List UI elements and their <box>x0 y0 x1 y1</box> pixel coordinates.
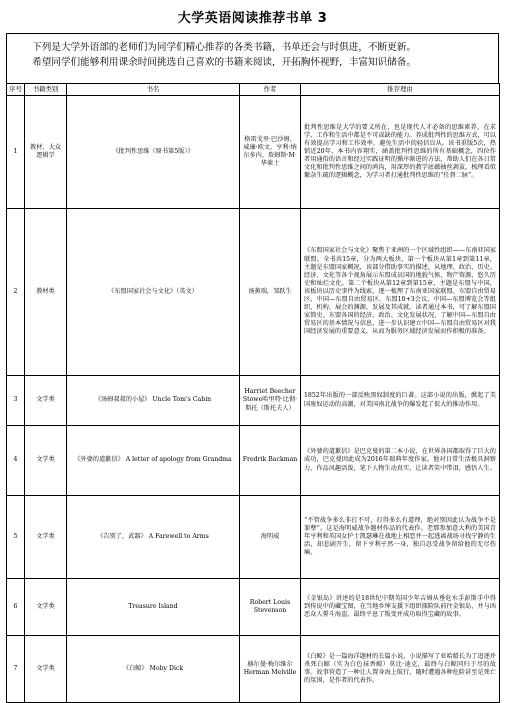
row-category: 文学类 <box>25 426 67 496</box>
row-author: Robert Louis Stevenson <box>240 579 301 636</box>
row-no: 2 <box>7 209 25 376</box>
table-row <box>7 209 500 376</box>
row-reason: 《东盟国家社会与文化》聚焦于亚洲的一个区域性组织——东南亚国家联盟。全书共15章，分为两大板块，第一个板块从第1章到第11章，主题是东盟国家概况，该部分借助事实的描述，从地理、政治、历史、经济、文化等各个视角展示东盟成员国的地貌气候，物产资源，悠久历史和灿烂文化。第二个板块从第12章到第15章，主题是东盟与中国，该板块以历史事件为线索，逐一梳理了东南亚国家联盟、东盟自由贸易区、中国—东盟自由贸易区、东盟10+3会议、中国—东盟博览会等组织、机构、展会的渊源、发展及其成就。读者通过本书，可了解东盟国家简史、东盟各国的经济、政治、文化发展状况，了解中国—东盟自由贸易区的基本情况与信息，进一步认识建立中国—东盟自由贸易区对我国经济发展的重要意义，从而为服务区域经济发展而作积极的准备。 <box>301 209 500 376</box>
intro-box <box>6 33 499 83</box>
row-reason: 1852年出版的一部反映黑奴制度的巨著。这部小说的出版，掀起了美国废奴运动的高潮，对美国南北战争的爆发起了很大的推动作用。 <box>301 376 500 426</box>
table-row <box>7 579 500 636</box>
row-author: Harriet Beecher Stowe哈里特·比彻·斯托（斯托夫人） <box>240 376 301 426</box>
table-row <box>7 426 500 496</box>
row-reason: 《金银岛》讲述的是18世纪中期英国少年吉姆从垂危水手彭斯手中得到传说中的藏宝图，在当地乡绅支援下组织探险队前往金银岛，并与凶恶众人誓斗海盗，最终平息了叛变并成功取得宝藏的故事。 <box>301 579 500 636</box>
row-title: 《汤姆叔叔的小屋》 Uncle Tom's Cabin <box>67 376 240 426</box>
page-title: 大学英语阅读推荐书单 3 <box>177 11 328 26</box>
header-no: 序号 <box>7 84 25 96</box>
row-author: 赫尔曼·梅尔维尔 Herman Melville <box>240 636 301 703</box>
row-no: 6 <box>7 579 25 636</box>
row-title: 《告别了，武器》 A Farewell to Arms <box>67 496 240 579</box>
row-author: 汤蕉瑞，邹跃生 <box>240 209 301 376</box>
row-no: 7 <box>7 636 25 703</box>
row-author: Fredrik Backman <box>240 426 301 496</box>
table-row <box>7 96 500 209</box>
intro-line-1: 下列是大学外语部的老师们为同学们精心推荐的各类书籍，书单还会与时俱进，不断更新。 <box>32 42 416 53</box>
row-category: 教材、大众逻辑学 <box>25 96 67 209</box>
row-reason: “不管战争多么非打不可，打得多么有道理，绝对别因此认为战争不是罪孽”。这是海明威战争题材作品的代表作。老那参加意大利的美国青年亨利和英国女护士凯瑟琳在战地上相恋并一起逃离战场寻找宁静的生活，却悲剧开生，留下亨利孑然一身，独自忍受战争留给他的无尽伤痛。 <box>301 496 500 579</box>
row-no: 3 <box>7 376 25 426</box>
row-category: 教材类 <box>25 209 67 376</box>
table-row <box>7 376 500 426</box>
row-category: 文学类 <box>25 579 67 636</box>
row-reason: 《外婆的道歉信》是巴克曼的第二本小说，在世界各国都取得了巨大的成功，巴克曼因此成为2016年瑞典年度作家。他对日常生活极具洞察力，作品风趣活泼，笔下人物生动真实，让读者笑中带泪，感悟人生。 <box>301 426 500 496</box>
header-title: 书名 <box>67 84 240 96</box>
table-row <box>7 636 500 703</box>
row-title: 《白鲸》 Moby Dick <box>67 636 240 703</box>
header-author: 作者 <box>240 84 301 96</box>
book-list-table <box>6 83 500 703</box>
row-category: 文学类 <box>25 496 67 579</box>
table-row <box>7 496 500 579</box>
row-category: 文学类 <box>25 376 67 426</box>
intro-line-2: 希望同学们能够利用课余时间挑选自己喜欢的书籍来阅读，开拓胸怀视野，丰富知识储备。 <box>32 57 416 68</box>
row-category: 文学类 <box>25 636 67 703</box>
row-title: 《外婆的道歉信》 A letter of apology from Grandma <box>67 426 240 496</box>
row-title: 《批判性思维（原书第5版）》 <box>67 96 240 209</box>
row-author: 海明威 <box>240 496 301 579</box>
row-no: 1 <box>7 96 25 209</box>
row-title: 《东盟国家社会与文化》（英文） <box>67 209 240 376</box>
row-no: 5 <box>7 496 25 579</box>
table-header-row <box>7 84 500 96</box>
row-no: 4 <box>7 426 25 496</box>
header-category: 书籍类别 <box>25 84 67 96</box>
header-reason: 推荐理由 <box>301 84 500 96</box>
row-title: Treasure Island <box>67 579 240 636</box>
row-author: 格雷戈里·巴沙姆、威廉·欧文、亨利·纳尔多内、詹姆斯·M·华莱士 <box>240 96 301 209</box>
row-reason: 《白鲸》是一篇海洋题材的长篇小说，小说描写了亚哈船长为了追逐并杀死白鲸（实为白色抹香鲸）莫比·迪克，最终与白鲸同归于尽的故事。故事营造了一种让人置身海上航行，随时遭遇各种危险甚至是死亡的氛围，是作者的代表作。 <box>301 636 500 703</box>
row-reason: 批判性思维是大学的要义所在，也是现代人才必备的思维素养，在求学、工作和生活中都是不可或缺的能力。养成批判性的思维方式，可以有效提高学习和工作效率，避免生活中的轻信盲从。该书重版5次，热销近20年，本书内容翔实，涵盖批判性思维的所有基础概念，四位作者用通俗的语言和经过实践证明的循序渐进的方法，帮助人们在各日常文化和批判性思维之间的鸿沟，用深厚的教学底蕴抽丝剥茧，梳理看似繁杂生疏的逻辑概念，为学习者打通批判性思维的“任督二脉”。 <box>301 96 500 209</box>
